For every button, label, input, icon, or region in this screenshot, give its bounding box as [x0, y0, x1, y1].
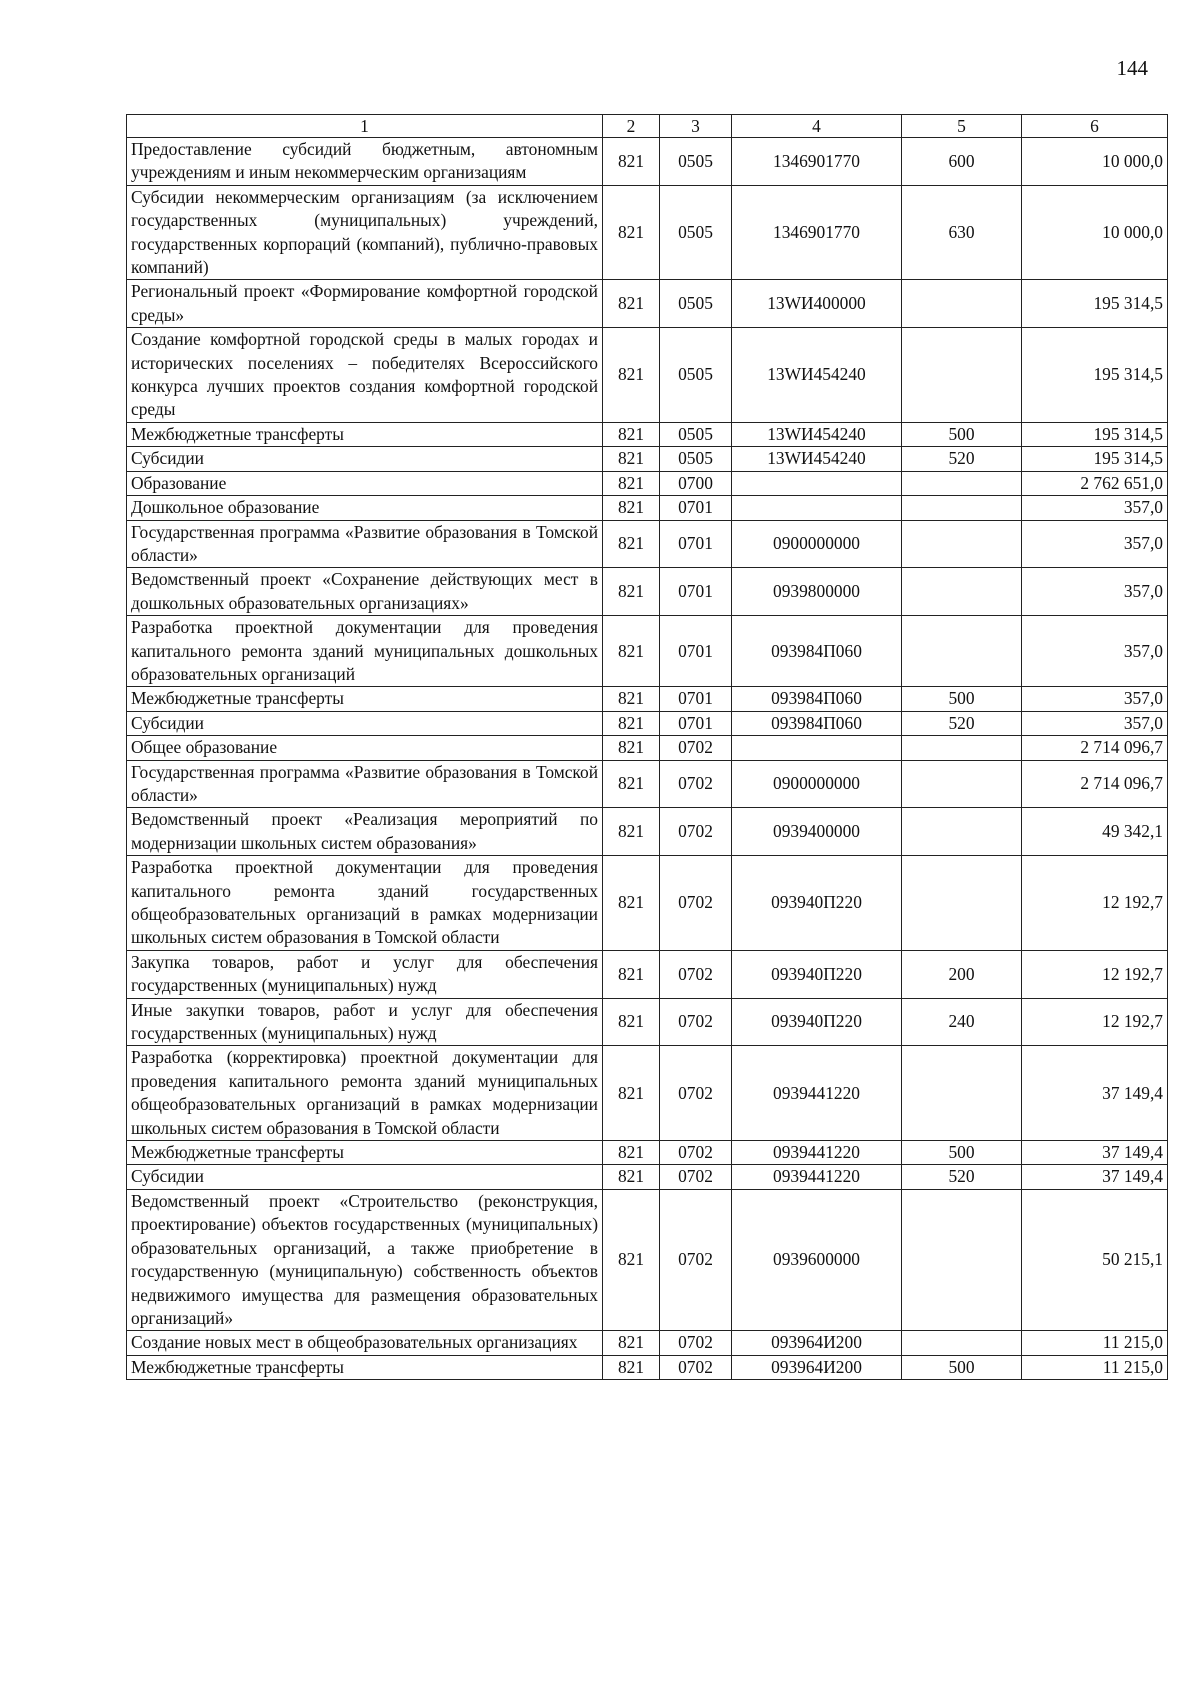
row-grbs-code: 821	[603, 950, 660, 998]
row-target-code: 13WИ454240	[732, 447, 902, 471]
table-row	[127, 185, 1168, 280]
row-section-code: 0702	[660, 856, 732, 951]
row-amount: 2 714 096,7	[1022, 736, 1168, 760]
row-name: Закупка товаров, работ и услуг для обеспечения государственных (муниципальных) нужд	[127, 950, 603, 998]
row-name: Ведомственный проект «Сохранение действующих мест в дошкольных образовательных организациях»	[127, 568, 603, 616]
row-amount: 37 149,4	[1022, 1046, 1168, 1141]
table-row	[127, 328, 1168, 423]
row-grbs-code: 821	[603, 856, 660, 951]
row-target-code: 0900000000	[732, 760, 902, 808]
row-target-code: 093984П060	[732, 687, 902, 711]
row-name: Государственная программа «Развитие образования в Томской области»	[127, 520, 603, 568]
row-name: Предоставление субсидий бюджетным, автономным учреждениям и иным некоммерческим организациям	[127, 138, 603, 186]
row-expense-type	[902, 496, 1022, 520]
row-target-code: 093940П220	[732, 998, 902, 1046]
row-expense-type: 520	[902, 1165, 1022, 1189]
row-amount: 195 314,5	[1022, 280, 1168, 328]
row-amount: 49 342,1	[1022, 808, 1168, 856]
table-row	[127, 1331, 1168, 1355]
table-row	[127, 496, 1168, 520]
row-expense-type: 630	[902, 185, 1022, 280]
row-amount: 357,0	[1022, 496, 1168, 520]
row-amount: 357,0	[1022, 568, 1168, 616]
row-expense-type	[902, 736, 1022, 760]
row-amount: 37 149,4	[1022, 1141, 1168, 1165]
row-amount: 357,0	[1022, 616, 1168, 687]
table-row	[127, 471, 1168, 495]
table-row	[127, 520, 1168, 568]
row-target-code: 093984П060	[732, 616, 902, 687]
row-amount: 195 314,5	[1022, 328, 1168, 423]
row-section-code: 0700	[660, 471, 732, 495]
row-section-code: 0702	[660, 950, 732, 998]
row-name: Создание новых мест в общеобразовательных организациях	[127, 1331, 603, 1355]
row-grbs-code: 821	[603, 1331, 660, 1355]
row-target-code: 0939441220	[732, 1141, 902, 1165]
row-expense-type: 200	[902, 950, 1022, 998]
row-target-code: 093940П220	[732, 856, 902, 951]
row-target-code: 13WИ454240	[732, 328, 902, 423]
column-number: 1	[127, 115, 603, 138]
row-expense-type	[902, 856, 1022, 951]
row-name: Государственная программа «Развитие образования в Томской области»	[127, 760, 603, 808]
row-section-code: 0505	[660, 138, 732, 186]
row-amount: 2 714 096,7	[1022, 760, 1168, 808]
row-amount: 50 215,1	[1022, 1189, 1168, 1330]
table-row	[127, 687, 1168, 711]
table-row	[127, 856, 1168, 951]
row-section-code: 0505	[660, 280, 732, 328]
row-expense-type	[902, 1331, 1022, 1355]
table-row	[127, 447, 1168, 471]
row-grbs-code: 821	[603, 1165, 660, 1189]
row-expense-type	[902, 568, 1022, 616]
row-amount: 195 314,5	[1022, 447, 1168, 471]
row-grbs-code: 821	[603, 422, 660, 446]
row-name: Региональный проект «Формирование комфортной городской среды»	[127, 280, 603, 328]
column-number: 2	[603, 115, 660, 138]
row-grbs-code: 821	[603, 1046, 660, 1141]
row-name: Создание комфортной городской среды в малых городах и исторических поселениях – победителях Всероссийского конкурса лучших проектов создания комфортной городской среды	[127, 328, 603, 423]
row-name: Межбюджетные трансферты	[127, 1141, 603, 1165]
page-number: 144	[1116, 56, 1148, 80]
row-target-code: 0900000000	[732, 520, 902, 568]
row-section-code: 0505	[660, 185, 732, 280]
row-expense-type: 520	[902, 711, 1022, 735]
row-expense-type: 240	[902, 998, 1022, 1046]
row-name: Дошкольное образование	[127, 496, 603, 520]
table-row	[127, 1165, 1168, 1189]
row-grbs-code: 821	[603, 520, 660, 568]
row-name: Ведомственный проект «Реализация мероприятий по модернизации школьных систем образования»	[127, 808, 603, 856]
row-expense-type	[902, 616, 1022, 687]
row-section-code: 0702	[660, 736, 732, 760]
row-name: Разработка (корректировка) проектной документации для проведения капитального ремонта зданий муниципальных общеобразовательных организаций в рамках модернизации школьных систем образования в Томской области	[127, 1046, 603, 1141]
table-row	[127, 1046, 1168, 1141]
row-expense-type: 600	[902, 138, 1022, 186]
row-target-code: 13WИ454240	[732, 422, 902, 446]
row-grbs-code: 821	[603, 328, 660, 423]
row-grbs-code: 821	[603, 568, 660, 616]
row-grbs-code: 821	[603, 687, 660, 711]
row-section-code: 0702	[660, 1141, 732, 1165]
row-grbs-code: 821	[603, 471, 660, 495]
row-grbs-code: 821	[603, 616, 660, 687]
row-expense-type: 500	[902, 1141, 1022, 1165]
row-target-code: 093964И200	[732, 1331, 902, 1355]
row-amount: 357,0	[1022, 687, 1168, 711]
row-section-code: 0701	[660, 496, 732, 520]
row-grbs-code: 821	[603, 711, 660, 735]
row-expense-type: 500	[902, 1355, 1022, 1379]
row-expense-type: 500	[902, 422, 1022, 446]
table-row	[127, 1141, 1168, 1165]
row-section-code: 0701	[660, 687, 732, 711]
row-target-code: 093964И200	[732, 1355, 902, 1379]
row-amount: 11 215,0	[1022, 1331, 1168, 1355]
row-name: Субсидии	[127, 711, 603, 735]
row-section-code: 0505	[660, 328, 732, 423]
table-row	[127, 568, 1168, 616]
row-section-code: 0702	[660, 1189, 732, 1330]
column-number: 4	[732, 115, 902, 138]
row-expense-type	[902, 760, 1022, 808]
row-section-code: 0505	[660, 422, 732, 446]
table-row	[127, 616, 1168, 687]
row-section-code: 0702	[660, 1355, 732, 1379]
row-target-code	[732, 471, 902, 495]
row-section-code: 0702	[660, 1331, 732, 1355]
column-number: 5	[902, 115, 1022, 138]
row-amount: 2 762 651,0	[1022, 471, 1168, 495]
row-target-code: 13WИ400000	[732, 280, 902, 328]
row-amount: 10 000,0	[1022, 138, 1168, 186]
row-section-code: 0702	[660, 998, 732, 1046]
row-target-code	[732, 496, 902, 520]
row-section-code: 0505	[660, 447, 732, 471]
row-section-code: 0701	[660, 711, 732, 735]
row-expense-type	[902, 808, 1022, 856]
table-row	[127, 760, 1168, 808]
row-target-code: 093984П060	[732, 711, 902, 735]
row-grbs-code: 821	[603, 138, 660, 186]
row-expense-type	[902, 471, 1022, 495]
row-amount: 195 314,5	[1022, 422, 1168, 446]
row-name: Межбюджетные трансферты	[127, 1355, 603, 1379]
row-grbs-code: 821	[603, 496, 660, 520]
row-target-code	[732, 736, 902, 760]
row-amount: 12 192,7	[1022, 998, 1168, 1046]
row-expense-type: 520	[902, 447, 1022, 471]
row-expense-type	[902, 328, 1022, 423]
row-name: Разработка проектной документации для проведения капитального ремонта зданий государственных общеобразовательных организаций в рамках модернизации школьных систем образования в Томской области	[127, 856, 603, 951]
row-grbs-code: 821	[603, 736, 660, 760]
column-number: 3	[660, 115, 732, 138]
table-row	[127, 998, 1168, 1046]
table-body	[127, 115, 1168, 1380]
row-grbs-code: 821	[603, 185, 660, 280]
row-grbs-code: 821	[603, 447, 660, 471]
table-row	[127, 808, 1168, 856]
row-target-code: 0939441220	[732, 1165, 902, 1189]
table-row	[127, 950, 1168, 998]
row-grbs-code: 821	[603, 808, 660, 856]
row-amount: 357,0	[1022, 711, 1168, 735]
table-row	[127, 711, 1168, 735]
table-row	[127, 280, 1168, 328]
row-target-code: 1346901770	[732, 185, 902, 280]
row-grbs-code: 821	[603, 998, 660, 1046]
row-target-code: 093940П220	[732, 950, 902, 998]
row-grbs-code: 821	[603, 280, 660, 328]
row-name: Межбюджетные трансферты	[127, 687, 603, 711]
row-grbs-code: 821	[603, 1141, 660, 1165]
column-number: 6	[1022, 115, 1168, 138]
row-target-code: 0939800000	[732, 568, 902, 616]
row-name: Субсидии некоммерческим организациям (за исключением государственных (муниципальных) учреждений, государственных корпораций (компаний), публично-правовых компаний)	[127, 185, 603, 280]
row-name: Ведомственный проект «Строительство (реконструкция, проектирование) объектов государственных (муниципальных) образовательных организаций, а также приобретение в государственную (муниципальную) собственность объектов недвижимого имущества для размещения образовательных организаций»	[127, 1189, 603, 1330]
row-amount: 11 215,0	[1022, 1355, 1168, 1379]
row-section-code: 0701	[660, 616, 732, 687]
row-section-code: 0702	[660, 1046, 732, 1141]
row-amount: 12 192,7	[1022, 950, 1168, 998]
row-amount: 10 000,0	[1022, 185, 1168, 280]
row-expense-type	[902, 280, 1022, 328]
row-target-code: 0939400000	[732, 808, 902, 856]
row-target-code: 0939441220	[732, 1046, 902, 1141]
table-row	[127, 1355, 1168, 1379]
row-expense-type: 500	[902, 687, 1022, 711]
row-expense-type	[902, 520, 1022, 568]
row-amount: 357,0	[1022, 520, 1168, 568]
table-row	[127, 138, 1168, 186]
row-section-code: 0701	[660, 568, 732, 616]
table-row	[127, 736, 1168, 760]
row-grbs-code: 821	[603, 760, 660, 808]
table-row	[127, 422, 1168, 446]
row-amount: 37 149,4	[1022, 1165, 1168, 1189]
row-name: Субсидии	[127, 1165, 603, 1189]
row-section-code: 0701	[660, 520, 732, 568]
row-section-code: 0702	[660, 808, 732, 856]
row-expense-type	[902, 1046, 1022, 1141]
budget-table	[126, 114, 1168, 1380]
column-number-row	[127, 115, 1168, 138]
row-name: Иные закупки товаров, работ и услуг для обеспечения государственных (муниципальных) нужд	[127, 998, 603, 1046]
row-name: Образование	[127, 471, 603, 495]
row-name: Межбюджетные трансферты	[127, 422, 603, 446]
table-row	[127, 1189, 1168, 1330]
row-name: Субсидии	[127, 447, 603, 471]
row-section-code: 0702	[660, 760, 732, 808]
row-name: Общее образование	[127, 736, 603, 760]
row-target-code: 0939600000	[732, 1189, 902, 1330]
row-grbs-code: 821	[603, 1355, 660, 1379]
row-name: Разработка проектной документации для проведения капитального ремонта зданий муниципальных дошкольных образовательных организаций	[127, 616, 603, 687]
row-expense-type	[902, 1189, 1022, 1330]
row-section-code: 0702	[660, 1165, 732, 1189]
row-amount: 12 192,7	[1022, 856, 1168, 951]
row-target-code: 1346901770	[732, 138, 902, 186]
row-grbs-code: 821	[603, 1189, 660, 1330]
